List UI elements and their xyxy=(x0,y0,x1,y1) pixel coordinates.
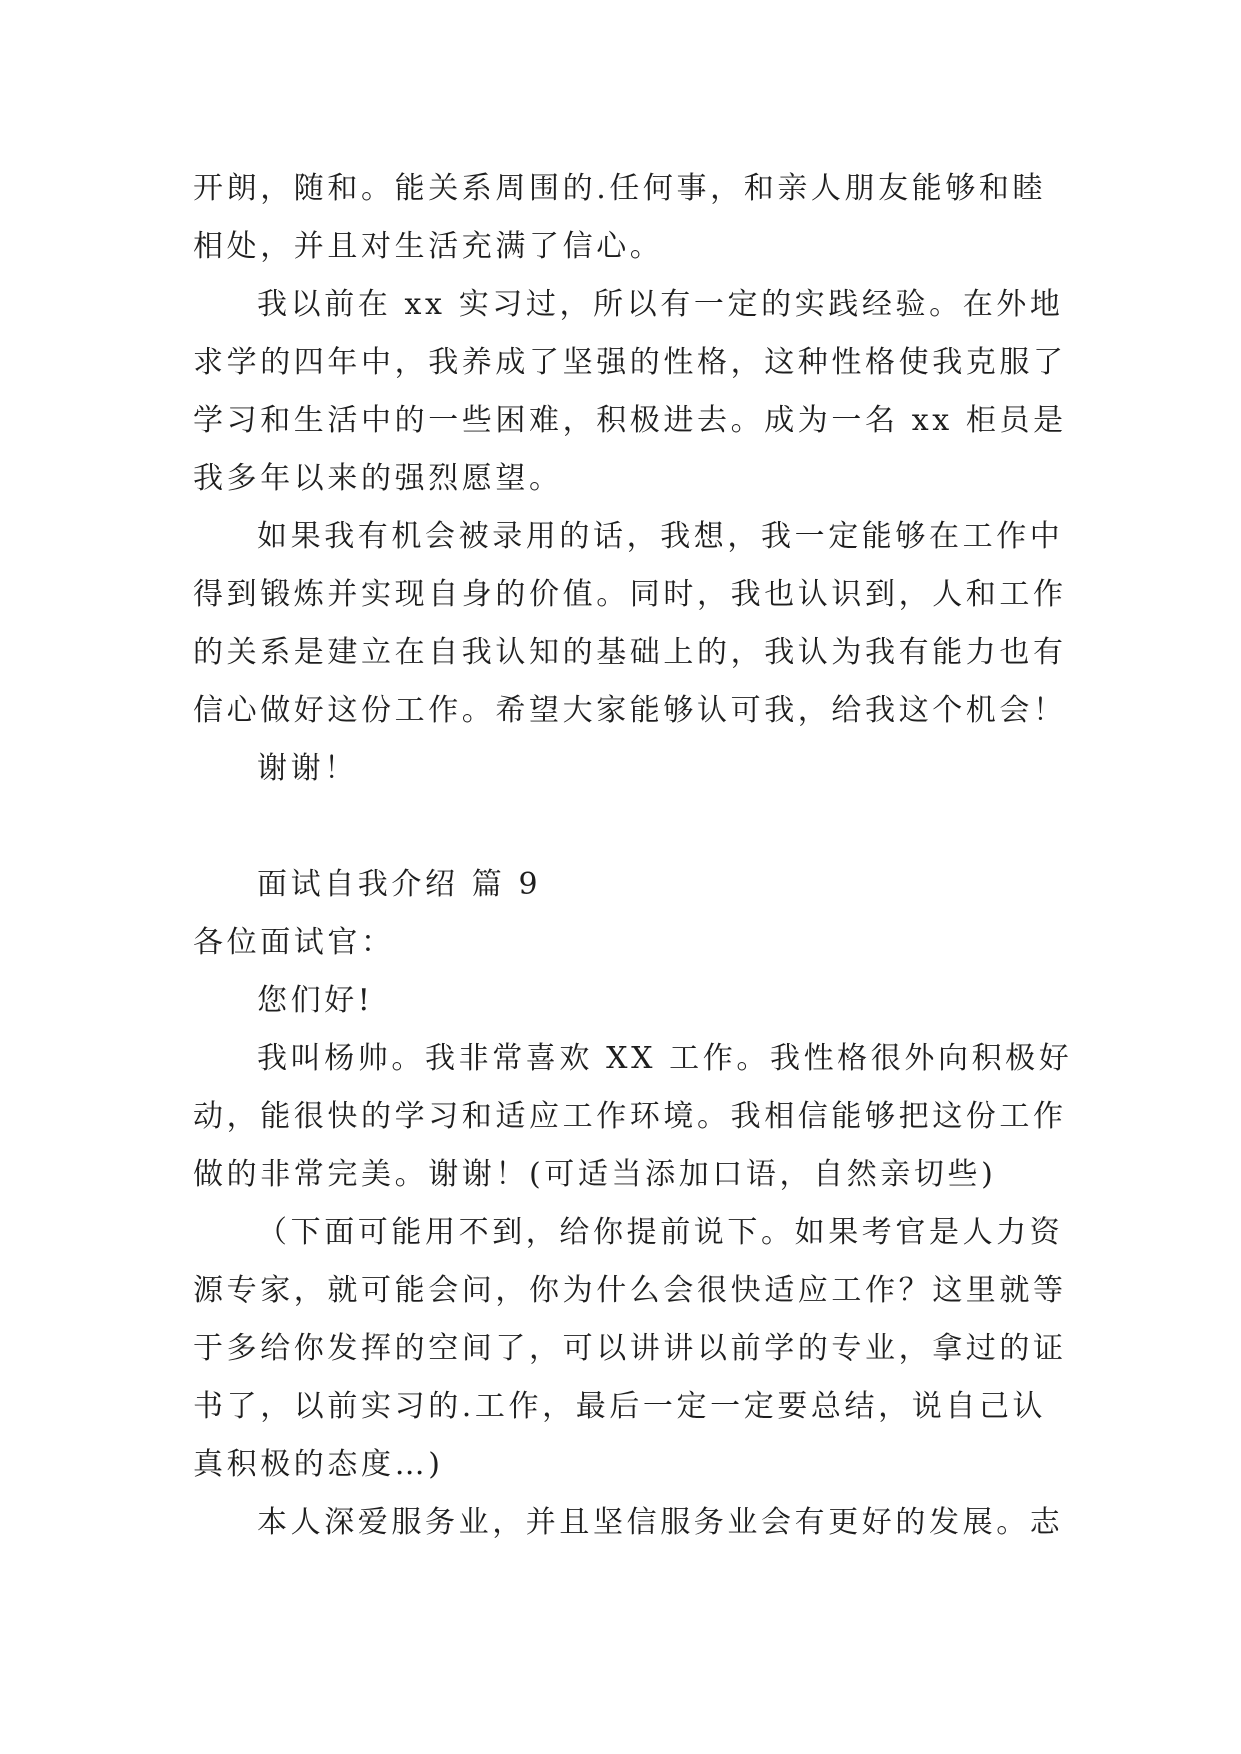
paragraph-line: 动，能很快的学习和适应工作环境。我相信能够把这份工作 xyxy=(193,1099,1067,1134)
paragraph-line: 开朗，随和。能关系周围的.任何事，和亲人朋友能够和睦 xyxy=(193,171,1047,206)
paragraph-line: 做的非常完美。谢谢！(可适当添加口语，自然亲切些) xyxy=(193,1157,997,1192)
paragraph-line: 本人深爱服务业，并且坚信服务业会有更好的发展。志 xyxy=(257,1505,1064,1540)
paragraph-line: 源专家，就可能会问，你为什么会很快适应工作？这里就等 xyxy=(193,1273,1067,1308)
paragraph-line: 的关系是建立在自我认知的基础上的，我认为我有能力也有 xyxy=(193,635,1067,670)
paragraph-line: 真积极的态度…) xyxy=(193,1447,444,1482)
paragraph-line: （下面可能用不到，给你提前说下。如果考官是人力资 xyxy=(257,1215,1064,1250)
paragraph-experience xyxy=(193,276,1073,508)
paragraph-line: 学习和生活中的一些困难，积极进去。成为一名 xx 柜员是 xyxy=(193,403,1067,438)
paragraph-note xyxy=(193,1204,1073,1494)
paragraph-line: 我多年以来的强烈愿望。 xyxy=(193,461,563,496)
paragraph-line: 如果我有机会被录用的话，我想，我一定能够在工作中 xyxy=(257,519,1064,554)
paragraph-line: 我叫杨帅。我非常喜欢 XX 工作。我性格很外向积极好 xyxy=(257,1041,1073,1076)
paragraph-intro xyxy=(193,1030,1073,1204)
paragraph-personality xyxy=(193,160,1073,276)
greeting: 您们好! xyxy=(257,983,374,1018)
spacer xyxy=(193,798,1073,856)
paragraph-line: 信心做好这份工作。希望大家能够认可我，给我这个机会！ xyxy=(193,693,1067,728)
paragraph-service xyxy=(193,1494,1073,1552)
paragraph-line: 得到锻炼并实现自身的价值。同时，我也认识到，人和工作 xyxy=(193,577,1067,612)
thanks-line: 谢谢！ xyxy=(257,751,358,786)
paragraph-line: 书了，以前实习的.工作，最后一定一定要总结，说自己认 xyxy=(193,1389,1047,1424)
paragraph-line: 我以前在 xx 实习过，所以有一定的实践经验。在外地 xyxy=(257,287,1064,322)
paragraph-line: 于多给你发挥的空间了，可以讲讲以前学的专业，拿过的证 xyxy=(193,1331,1067,1366)
paragraph-line: 求学的四年中，我养成了坚强的性格，这种性格使我克服了 xyxy=(193,345,1067,380)
salutation: 各位面试官： xyxy=(193,925,395,960)
document-body xyxy=(193,160,1073,1552)
section-title: 面试自我介绍 篇 9 xyxy=(257,867,542,902)
paragraph-hire xyxy=(193,508,1073,740)
paragraph-line: 相处，并且对生活充满了信心。 xyxy=(193,229,664,264)
